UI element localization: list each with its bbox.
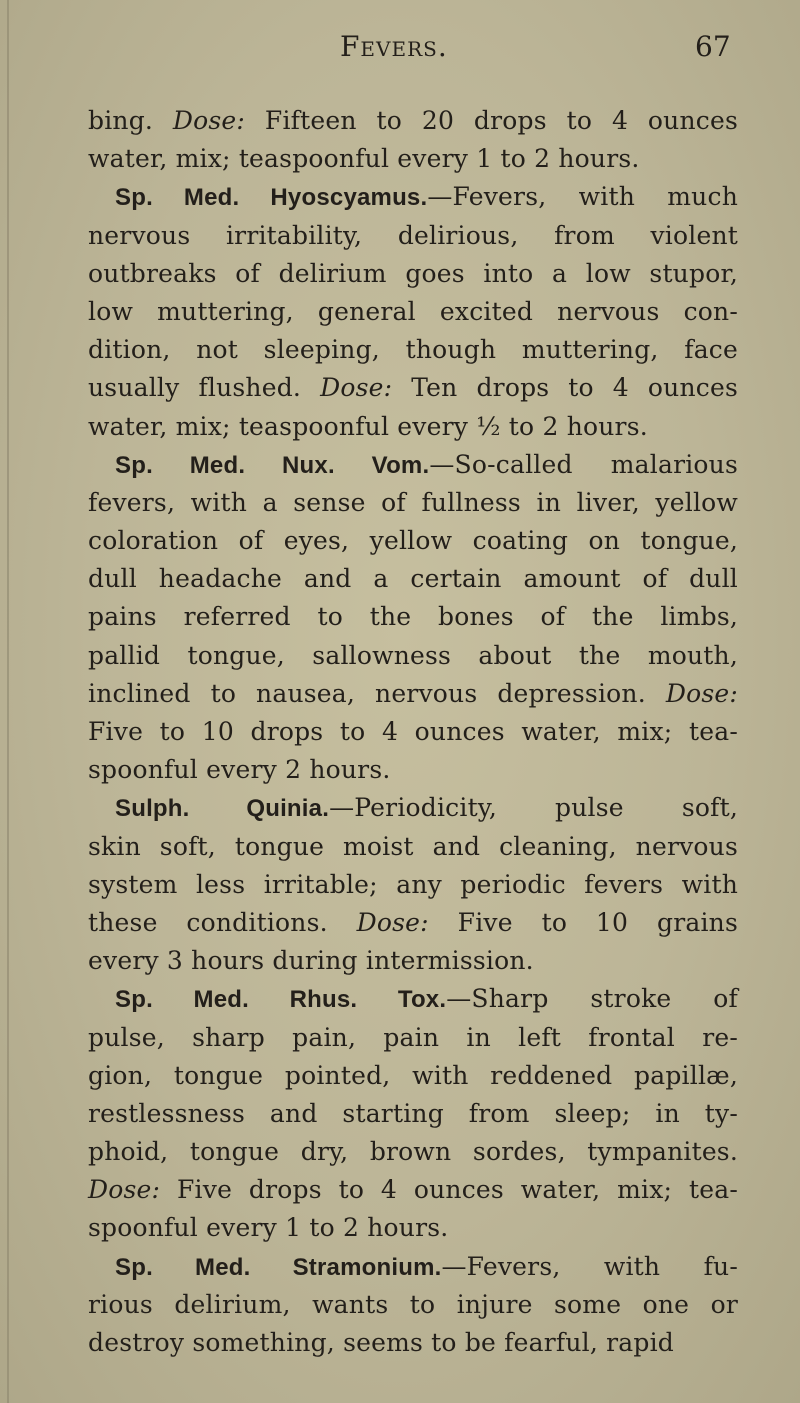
body-text xyxy=(88,102,738,1362)
text-run: low muttering, general excited nervous con- xyxy=(88,296,738,326)
text-run: pains referred to the bones of the limbs, xyxy=(88,602,738,632)
text-run: Ten drops to 4 ounces xyxy=(392,373,738,403)
text-line xyxy=(88,446,738,484)
text-run: water, mix; teaspoonful every ½ to 2 hours. xyxy=(88,411,648,441)
text-line xyxy=(88,675,738,713)
text-run: —Periodicity, pulse soft, xyxy=(329,793,738,823)
text-run: Five drops to 4 ounces water, mix; tea- xyxy=(160,1175,738,1205)
text-run: pallid tongue, sallowness about the mouth, xyxy=(88,640,738,670)
running-head-title: Fevers. xyxy=(340,30,448,63)
dose-label: Dose: xyxy=(172,106,246,135)
text-run: nervous irritability, delirious, from violent xyxy=(88,220,738,250)
text-run: spoonful every 1 to 2 hours. xyxy=(88,1213,449,1243)
page-gutter-edge xyxy=(7,0,9,1403)
page-number: 67 xyxy=(695,30,731,63)
dose-label: Dose: xyxy=(88,1175,161,1205)
text-run: —Fevers, with much xyxy=(427,182,738,212)
text-run: spoonful every 2 hours. xyxy=(88,755,391,785)
text-line xyxy=(88,942,738,980)
remedy-name: Sulph. Quinia. xyxy=(115,795,330,823)
text-line xyxy=(88,408,738,446)
text-run: dull headache and a certain amount of dull xyxy=(88,564,738,594)
remedy-name: Sp. Med. Nux. Vom. xyxy=(115,451,430,479)
text-line xyxy=(88,598,738,636)
text-run: destroy something, seems to be fearful, rapid xyxy=(88,1328,674,1357)
dose-label: Dose: xyxy=(356,907,429,937)
text-run: —Fevers, with fu- xyxy=(441,1251,738,1281)
text-run: every 3 hours during intermission. xyxy=(88,946,534,976)
text-run: Five to 10 grains xyxy=(428,907,738,937)
text-run: Fifteen to 20 drops to 4 ounces xyxy=(245,106,738,135)
text-line xyxy=(88,1133,738,1171)
text-line xyxy=(88,484,738,522)
text-line xyxy=(88,789,738,827)
remedy-name: Sp. Med. Rhus. Tox. xyxy=(115,986,447,1014)
text-run: —So-called malarious xyxy=(429,449,738,479)
dose-label: Dose: xyxy=(665,678,738,708)
text-run: rious delirium, wants to injure some one or xyxy=(88,1289,738,1319)
text-run: pulse, sharp pain, pain in left frontal re- xyxy=(88,1022,738,1052)
text-run: Five to 10 drops to 4 ounces water, mix; tea- xyxy=(88,717,738,746)
text-run: water, mix; teaspoonful every 1 to 2 hours. xyxy=(88,144,640,174)
text-run: fevers, with a sense of fullness in liver, yellow xyxy=(88,487,738,517)
text-run: usually flushed. xyxy=(88,373,321,403)
text-line xyxy=(88,140,738,178)
text-line xyxy=(88,904,738,942)
text-line xyxy=(88,751,738,789)
text-line xyxy=(88,560,738,598)
text-line xyxy=(88,1095,738,1133)
text-line xyxy=(88,1324,738,1362)
text-run: these conditions. xyxy=(88,907,357,937)
text-run: phoid, tongue dry, brown sordes, tympanites. xyxy=(88,1137,738,1167)
text-run: coloration of eyes, yellow coating on tongue, xyxy=(88,526,738,556)
text-line xyxy=(88,255,738,293)
remedy-name: Sp. Med. Stramonium. xyxy=(115,1253,442,1281)
text-run: inclined to nausea, nervous depression. xyxy=(88,678,666,708)
text-line xyxy=(88,178,738,216)
text-run: system less irritable; any periodic fevers with xyxy=(88,869,738,899)
text-line xyxy=(88,866,738,904)
text-line xyxy=(88,713,738,751)
text-run: gion, tongue pointed, with reddened papillæ, xyxy=(88,1060,738,1090)
text-line xyxy=(88,1248,738,1286)
text-line xyxy=(88,293,738,331)
text-line xyxy=(88,102,738,140)
remedy-name: Sp. Med. Hyoscyamus. xyxy=(115,184,428,212)
text-line xyxy=(88,1209,738,1247)
running-head xyxy=(0,28,800,68)
text-line xyxy=(88,522,738,560)
text-line xyxy=(88,1171,738,1209)
dose-label: Dose: xyxy=(320,373,393,403)
text-run: restlessness and starting from sleep; in ty- xyxy=(88,1098,738,1128)
text-line xyxy=(88,828,738,866)
text-run: skin soft, tongue moist and cleaning, nervous xyxy=(88,831,738,861)
text-run: dition, not sleeping, though muttering, face xyxy=(88,335,738,365)
text-line xyxy=(88,980,738,1018)
text-run: bing. xyxy=(88,106,173,135)
text-line xyxy=(88,1057,738,1095)
text-line xyxy=(88,217,738,255)
text-line xyxy=(88,637,738,675)
text-line xyxy=(88,1019,738,1057)
text-line xyxy=(88,1286,738,1324)
text-run: outbreaks of delirium goes into a low stupor, xyxy=(88,258,738,288)
text-run: —Sharp stroke of xyxy=(446,984,739,1014)
text-line xyxy=(88,369,738,407)
text-line xyxy=(88,331,738,369)
